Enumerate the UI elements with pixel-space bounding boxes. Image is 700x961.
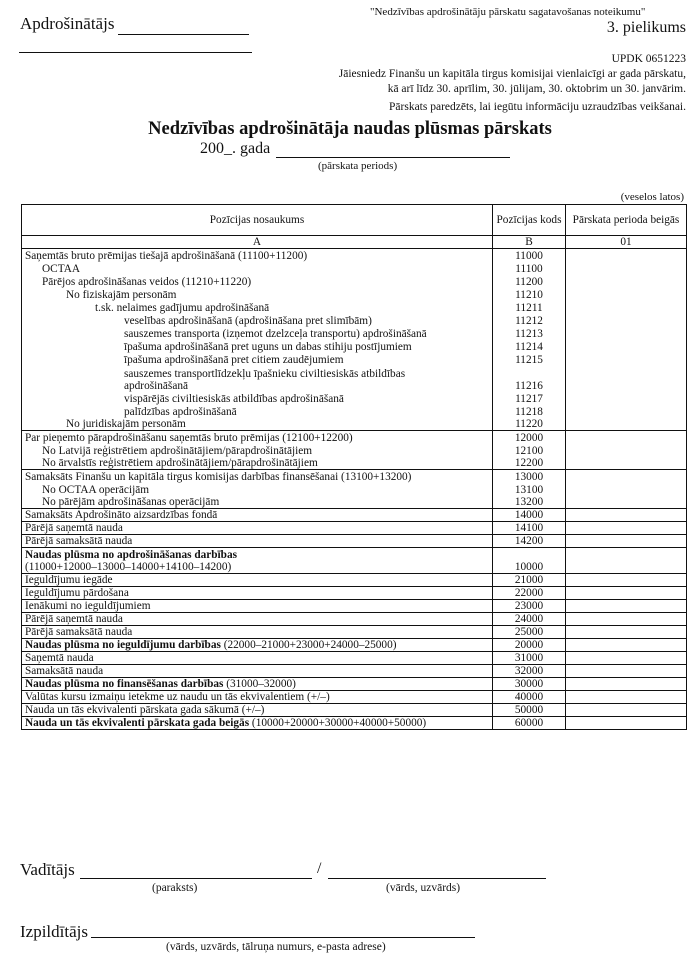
table-row <box>22 665 687 678</box>
row-value-cell[interactable] <box>566 652 687 665</box>
row-code: 20000 <box>493 639 566 652</box>
col-code-header: Pozīcijas kods <box>493 205 566 236</box>
row-code: 11213 <box>493 327 566 340</box>
row-code: 22000 <box>493 587 566 600</box>
table-row <box>22 418 687 431</box>
row-value-cell[interactable] <box>566 483 687 496</box>
page-title: Nedzīvības apdrošinātāja naudas plūsmas pārskats <box>148 119 552 139</box>
row-value-cell[interactable] <box>566 392 687 405</box>
row-name: Saņemtās bruto prēmijas tiešajā apdrošināšanā (11100+11200) <box>22 249 493 262</box>
table-row <box>22 691 687 704</box>
row-value-cell[interactable] <box>566 327 687 340</box>
col-c-label: 01 <box>566 236 687 249</box>
table-row <box>22 340 687 353</box>
row-value-cell[interactable] <box>566 574 687 587</box>
table-row <box>22 457 687 470</box>
row-value-cell[interactable] <box>566 613 687 626</box>
table-row <box>22 652 687 665</box>
table-row <box>22 639 687 652</box>
row-value-cell[interactable] <box>566 288 687 301</box>
table-row <box>22 587 687 600</box>
row-name: Pārējā samaksātā nauda <box>22 535 493 548</box>
row-code: 11220 <box>493 418 566 431</box>
row-value-cell[interactable] <box>566 509 687 522</box>
row-value-cell[interactable] <box>566 418 687 431</box>
row-code: 40000 <box>493 691 566 704</box>
year-text: 200_. gada <box>200 140 271 157</box>
submit-line-1: Jāiesniedz Finanšu un kapitāla tirgus komisijai vienlaicīgi ar gada pārskatu, <box>338 68 686 80</box>
row-value-cell[interactable] <box>566 522 687 535</box>
row-code: 32000 <box>493 665 566 678</box>
insurer-name-line[interactable] <box>118 34 249 35</box>
table-row <box>22 574 687 587</box>
row-code: 24000 <box>493 613 566 626</box>
table-row <box>22 600 687 613</box>
col-name-header: Pozīcijas nosaukums <box>22 205 493 236</box>
row-value-cell[interactable] <box>566 717 687 730</box>
row-name: t.sk. nelaimes gadījumu apdrošināšanā <box>22 301 493 314</box>
row-name: No ārvalstīs reģistrētiem apdrošinātājiem/pārapdrošinātājiem <box>22 457 493 470</box>
row-value-cell[interactable] <box>566 548 687 574</box>
table-row <box>22 431 687 444</box>
row-code: 12000 <box>493 431 566 444</box>
table-row <box>22 301 687 314</box>
row-name: īpašuma apdrošināšanā pret uguns un dabas stihiju postījumiem <box>22 340 493 353</box>
col-value-header: Pārskata perioda beigās <box>566 205 687 236</box>
table-row <box>22 678 687 691</box>
row-value-cell[interactable] <box>566 587 687 600</box>
row-code: 11200 <box>493 275 566 288</box>
table-row <box>22 327 687 340</box>
row-value-cell[interactable] <box>566 678 687 691</box>
form-code: UPDK 0651223 <box>611 53 686 65</box>
separator: / <box>317 860 322 877</box>
row-code: 13200 <box>493 496 566 509</box>
row-value-cell[interactable] <box>566 691 687 704</box>
table-row <box>22 288 687 301</box>
table-row <box>22 314 687 327</box>
row-code: 30000 <box>493 678 566 691</box>
table-row <box>22 496 687 509</box>
row-code: 11218 <box>493 405 566 418</box>
row-code: 10000 <box>493 548 566 574</box>
table-row <box>22 522 687 535</box>
row-name: Saņemtā nauda <box>22 652 493 665</box>
insurer-label: Apdrošinātājs <box>20 14 115 33</box>
row-code: 14200 <box>493 535 566 548</box>
row-code: 11216 <box>493 366 566 392</box>
row-name: īpašuma apdrošināšanā pret citiem zaudējumiem <box>22 353 493 366</box>
row-value-cell[interactable] <box>566 600 687 613</box>
row-value-cell[interactable] <box>566 431 687 444</box>
row-code: 60000 <box>493 717 566 730</box>
row-name: veselības apdrošināšanā (apdrošināšana pret slimībām) <box>22 314 493 327</box>
units-note: (veselos latos) <box>620 191 684 203</box>
row-code: 50000 <box>493 704 566 717</box>
cash-flow-table <box>21 204 687 730</box>
row-name: No fiziskajām personām <box>22 288 493 301</box>
row-code: 14000 <box>493 509 566 522</box>
submit-line-2: kā arī līdz 30. aprīlim, 30. jūlijam, 30. oktobrim un 30. janvārim. <box>387 83 686 95</box>
table-row <box>22 704 687 717</box>
row-value-cell[interactable] <box>566 444 687 457</box>
row-value-cell[interactable] <box>566 626 687 639</box>
row-name: Pārējā saņemtā nauda <box>22 522 493 535</box>
col-b-label: B <box>493 236 566 249</box>
period-line[interactable] <box>276 157 510 158</box>
row-name: Samaksāts Finanšu un kapitāla tirgus komisijas darbības finansēšanai (13100+13200) <box>22 470 493 483</box>
rules-note: "Nedzīvības apdrošinātāju pārskatu sagatavošanas noteikumu" <box>370 6 646 18</box>
row-value-cell[interactable] <box>566 301 687 314</box>
row-code: 14100 <box>493 522 566 535</box>
row-name: Samaksāts Apdrošināto aizsardzības fondā <box>22 509 493 522</box>
row-name: No pārējām apdrošināšanas operācijām <box>22 496 493 509</box>
row-name: Pārējā samaksātā nauda <box>22 626 493 639</box>
annex-label: 3. pielikums <box>606 19 686 36</box>
row-name: sauszemes transportlīdzekļu īpašnieku civiltiesiskās atbildības apdrošināšanā <box>22 366 493 392</box>
table-row <box>22 717 687 730</box>
row-code: 11217 <box>493 392 566 405</box>
row-value-cell[interactable] <box>566 275 687 288</box>
table-row <box>22 535 687 548</box>
row-value-cell[interactable] <box>566 639 687 652</box>
row-name: Naudas plūsma no finansēšanas darbības (31000–32000) <box>22 678 493 691</box>
signature-line[interactable] <box>80 878 312 879</box>
row-name: Par pieņemto pārapdrošināšanu saņemtās bruto prēmijas (12100+12200) <box>22 431 493 444</box>
executor-label: Izpildītājs <box>20 922 88 941</box>
table-row <box>22 405 687 418</box>
table-row <box>22 626 687 639</box>
table-row <box>22 444 687 457</box>
row-name: sauszemes transporta (izņemot dzelzceļa transportu) apdrošināšanā <box>22 327 493 340</box>
executor-line[interactable] <box>91 937 475 938</box>
row-code: 11215 <box>493 353 566 366</box>
row-code: 25000 <box>493 626 566 639</box>
name-hint: (vārds, uzvārds) <box>386 882 461 894</box>
row-code: 31000 <box>493 652 566 665</box>
table-row <box>22 275 687 288</box>
row-name: Ienākumi no ieguldījumiem <box>22 600 493 613</box>
row-code: 11000 <box>493 249 566 262</box>
row-code: 11212 <box>493 314 566 327</box>
row-code: 12100 <box>493 444 566 457</box>
purpose-note: Pārskats paredzēts, lai iegūtu informāciju uzraudzības veikšanai. <box>389 101 686 113</box>
row-name: Samaksātā nauda <box>22 665 493 678</box>
table-row <box>22 366 687 392</box>
row-code: 11210 <box>493 288 566 301</box>
row-value-cell[interactable] <box>566 353 687 366</box>
row-value-cell[interactable] <box>566 249 687 262</box>
row-value-cell[interactable] <box>566 470 687 483</box>
head-name-line[interactable] <box>328 878 546 879</box>
row-value-cell[interactable] <box>566 340 687 353</box>
insurer-name-line-2[interactable] <box>19 52 252 53</box>
row-name: No juridiskajām personām <box>22 418 493 431</box>
row-code: 21000 <box>493 574 566 587</box>
head-label: Vadītājs <box>20 860 75 879</box>
row-code: 13000 <box>493 470 566 483</box>
executor-hint: (vārds, uzvārds, tālruņa numurs, e-pasta adrese) <box>166 941 386 953</box>
row-value-cell[interactable] <box>566 262 687 275</box>
row-name: palīdzības apdrošināšanā <box>22 405 493 418</box>
row-code: 13100 <box>493 483 566 496</box>
row-value-cell[interactable] <box>566 366 687 392</box>
row-name: Pārējos apdrošināšanas veidos (11210+11220) <box>22 275 493 288</box>
row-name: OCTAA <box>22 262 493 275</box>
col-a-label: A <box>22 236 493 249</box>
row-name: Valūtas kursu izmaiņu ietekme uz naudu un tās ekvivalentiem (+/–) <box>22 691 493 704</box>
table-row <box>22 262 687 275</box>
row-value-cell[interactable] <box>566 665 687 678</box>
signature-hint: (paraksts) <box>152 882 198 894</box>
row-name: No OCTAA operācijām <box>22 483 493 496</box>
row-code: 23000 <box>493 600 566 613</box>
row-name: Naudas plūsma no apdrošināšanas darbības (11000+12000–13000–14000+14100–14200) <box>22 548 493 574</box>
row-name: Ieguldījumu pārdošana <box>22 587 493 600</box>
table-row <box>22 470 687 483</box>
row-name: Pārējā saņemtā nauda <box>22 613 493 626</box>
row-name: No Latvijā reģistrētiem apdrošinātājiem/pārapdrošinātājiem <box>22 444 493 457</box>
row-name: Nauda un tās ekvivalenti pārskata gada sākumā (+/–) <box>22 704 493 717</box>
row-code: 11100 <box>493 262 566 275</box>
table-row <box>22 249 687 262</box>
row-value-cell[interactable] <box>566 535 687 548</box>
row-name: Naudas plūsma no ieguldījumu darbības (22000–21000+23000+24000–25000) <box>22 639 493 652</box>
row-name: vispārējās civiltiesiskās atbildības apdrošināšanā <box>22 392 493 405</box>
row-value-cell[interactable] <box>566 314 687 327</box>
row-value-cell[interactable] <box>566 457 687 470</box>
row-value-cell[interactable] <box>566 496 687 509</box>
row-code: 11211 <box>493 301 566 314</box>
row-value-cell[interactable] <box>566 704 687 717</box>
row-code: 11214 <box>493 340 566 353</box>
table-row <box>22 392 687 405</box>
table-row <box>22 353 687 366</box>
table-row <box>22 613 687 626</box>
row-code: 12200 <box>493 457 566 470</box>
table-row <box>22 509 687 522</box>
row-value-cell[interactable] <box>566 405 687 418</box>
table-row <box>22 483 687 496</box>
row-name: Nauda un tās ekvivalenti pārskata gada beigās (10000+20000+30000+40000+50000) <box>22 717 493 730</box>
period-hint: (pārskata periods) <box>318 160 398 172</box>
table-row <box>22 548 687 574</box>
row-name: Ieguldījumu iegāde <box>22 574 493 587</box>
